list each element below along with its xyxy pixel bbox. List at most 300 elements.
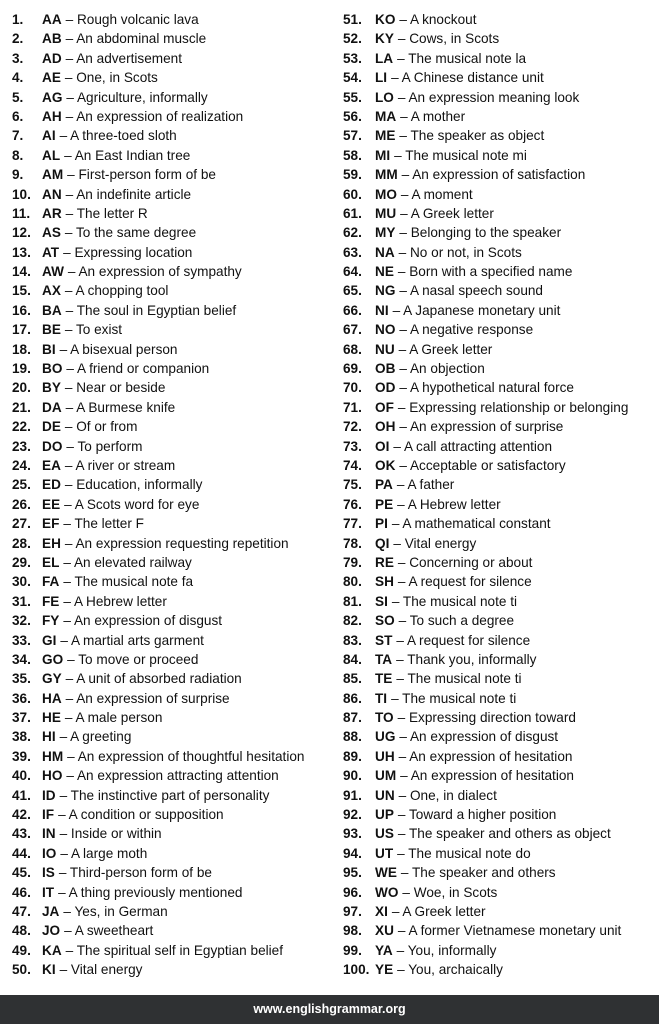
item-number: 14.: [12, 264, 31, 280]
item-number: 53.: [343, 50, 362, 66]
item-word: ST: [375, 632, 393, 648]
item-word: GI: [42, 632, 57, 648]
item-definition: – A condition or supposition: [58, 807, 224, 823]
item-number: 16.: [12, 302, 31, 318]
item-definition: – The speaker and others as object: [397, 826, 611, 842]
item-word: MM: [375, 167, 398, 183]
item-number: 9.: [12, 167, 24, 183]
list-item: [12, 88, 330, 107]
item-definition: – A call attracting attention: [393, 438, 553, 454]
item-definition: – The musical note ti: [396, 671, 522, 687]
item-definition: – You, archaically: [397, 962, 503, 978]
item-word: TI: [375, 690, 388, 706]
item-number: 39.: [12, 748, 31, 764]
item-word: QI: [375, 535, 390, 551]
item-definition: – Belonging to the speaker: [399, 225, 562, 241]
list-item: [343, 495, 655, 514]
item-definition: – The spiritual self in Egyptian belief: [65, 942, 284, 958]
item-word: IT: [42, 884, 55, 900]
item-definition: – To perform: [66, 438, 143, 454]
list-item: [12, 185, 330, 204]
item-definition: – To the same degree: [64, 225, 197, 241]
item-word: XI: [375, 903, 388, 919]
item-definition: – A bisexual person: [59, 341, 178, 357]
item-number: 97.: [343, 903, 362, 919]
item-word: WE: [375, 865, 397, 881]
item-number: 15.: [12, 283, 31, 299]
item-word: UT: [375, 845, 394, 861]
item-definition: – One, in dialect: [398, 787, 497, 803]
item-word: OH: [375, 419, 396, 435]
item-definition: – Education, informally: [64, 477, 203, 493]
item-definition: – An expression meaning look: [397, 89, 580, 105]
item-number: 78.: [343, 535, 362, 551]
item-definition: – A Hebrew letter: [397, 496, 501, 512]
item-word: NI: [375, 302, 389, 318]
item-number: 2.: [12, 31, 24, 47]
list-item: [343, 863, 655, 882]
item-definition: – Expressing direction toward: [397, 710, 576, 726]
item-number: 21.: [12, 399, 31, 415]
item-definition: – The speaker and others: [400, 865, 556, 881]
item-word: AM: [42, 167, 64, 183]
list-item: [12, 572, 330, 591]
item-word: EF: [42, 516, 60, 532]
list-item: [12, 553, 330, 572]
item-number: 5.: [12, 89, 24, 105]
item-word: AX: [42, 283, 61, 299]
item-word: LA: [375, 50, 394, 66]
list-item: [343, 650, 655, 669]
item-word: WO: [375, 884, 399, 900]
list-item: [343, 786, 655, 805]
item-word: PI: [375, 516, 388, 532]
list-item: [343, 514, 655, 533]
item-number: 73.: [343, 438, 362, 454]
item-word: IS: [42, 865, 55, 881]
item-word: XU: [375, 923, 394, 939]
item-word: AD: [42, 50, 62, 66]
item-definition: – A mathematical constant: [391, 516, 551, 532]
item-word: DA: [42, 399, 62, 415]
item-number: 62.: [343, 225, 362, 241]
item-definition: – To exist: [64, 322, 123, 338]
item-definition: – A martial arts garment: [60, 632, 204, 648]
item-word: HO: [42, 768, 63, 784]
item-word: EH: [42, 535, 61, 551]
list-item: [12, 146, 330, 165]
item-number: 100.: [343, 962, 370, 978]
item-word: NA: [375, 244, 395, 260]
item-number: 70.: [343, 380, 362, 396]
item-definition: – The soul in Egyptian belief: [65, 302, 237, 318]
item-number: 48.: [12, 923, 31, 939]
item-number: 24.: [12, 457, 31, 473]
item-definition: – An expression of hesitation: [400, 768, 574, 784]
item-definition: – An objection: [399, 361, 485, 377]
list-item: [12, 708, 330, 727]
item-definition: – Agriculture, informally: [66, 89, 208, 105]
item-definition: – Thank you, informally: [396, 651, 537, 667]
item-number: 55.: [343, 89, 362, 105]
item-number: 32.: [12, 613, 31, 629]
item-word: MU: [375, 205, 397, 221]
item-definition: – Born with a specified name: [397, 264, 573, 280]
item-number: 35.: [12, 671, 31, 687]
list-item: [12, 844, 330, 863]
item-word: TE: [375, 671, 393, 687]
list-item: [12, 320, 330, 339]
item-number: 4.: [12, 70, 24, 86]
item-definition: – A request for silence: [397, 574, 532, 590]
item-number: 68.: [343, 341, 362, 357]
list-item: [12, 689, 330, 708]
item-definition: – A Greek letter: [400, 205, 494, 221]
item-word: KI: [42, 962, 56, 978]
item-word: MI: [375, 147, 391, 163]
list-item: [343, 281, 655, 300]
item-word: PE: [375, 496, 394, 512]
item-word: ED: [42, 477, 61, 493]
item-definition: – A Burmese knife: [65, 399, 176, 415]
item-word: LO: [375, 89, 394, 105]
item-number: 50.: [12, 962, 31, 978]
list-item: [343, 185, 655, 204]
item-number: 54.: [343, 70, 362, 86]
item-word: AI: [42, 128, 56, 144]
list-item: [343, 10, 655, 29]
list-item: [343, 805, 655, 824]
item-definition: – An expression of disgust: [399, 729, 559, 745]
list-item: [12, 49, 330, 68]
list-item: [343, 844, 655, 863]
item-number: 88.: [343, 729, 362, 745]
item-number: 71.: [343, 399, 362, 415]
item-word: BI: [42, 341, 56, 357]
item-definition: – Vital energy: [59, 962, 143, 978]
list-item: [343, 883, 655, 902]
list-item: [12, 456, 330, 475]
list-item: [12, 495, 330, 514]
item-number: 65.: [343, 283, 362, 299]
item-word: HI: [42, 729, 56, 745]
website-link[interactable]: www.englishgrammar.org: [253, 1002, 406, 1016]
item-word: HA: [42, 690, 62, 706]
item-definition: – To move or proceed: [67, 651, 199, 667]
item-word: RE: [375, 554, 394, 570]
item-definition: – An expression requesting repetition: [64, 535, 289, 551]
item-number: 8.: [12, 147, 24, 163]
item-number: 58.: [343, 147, 362, 163]
list-item: [12, 165, 330, 184]
list-item: [343, 534, 655, 553]
item-word: ME: [375, 128, 396, 144]
item-definition: – No or not, in Scots: [398, 244, 522, 260]
item-number: 44.: [12, 845, 31, 861]
item-definition: – A nasal speech sound: [399, 283, 543, 299]
item-number: 29.: [12, 554, 31, 570]
list-item: [343, 669, 655, 688]
list-item: [343, 689, 655, 708]
item-number: 46.: [12, 884, 31, 900]
item-word: MY: [375, 225, 396, 241]
item-definition: – A friend or companion: [66, 361, 210, 377]
item-number: 12.: [12, 225, 31, 241]
item-definition: – A sweetheart: [64, 923, 154, 939]
item-definition: – A Japanese monetary unit: [392, 302, 561, 318]
item-definition: – A former Vietnamese monetary unit: [397, 923, 622, 939]
list-item: [343, 475, 655, 494]
item-word: AG: [42, 89, 63, 105]
item-number: 92.: [343, 807, 362, 823]
item-number: 31.: [12, 593, 31, 609]
list-item: [12, 398, 330, 417]
item-definition: – One, in Scots: [64, 70, 158, 86]
item-word: EL: [42, 554, 60, 570]
list-item: [343, 398, 655, 417]
item-number: 30.: [12, 574, 31, 590]
item-number: 19.: [12, 361, 31, 377]
item-number: 61.: [343, 205, 362, 221]
item-definition: – An East Indian tree: [64, 147, 191, 163]
item-word: EE: [42, 496, 61, 512]
list-item: [12, 883, 330, 902]
item-word: NU: [375, 341, 395, 357]
list-item: [12, 126, 330, 145]
item-number: 17.: [12, 322, 31, 338]
item-number: 84.: [343, 651, 362, 667]
item-number: 83.: [343, 632, 362, 648]
item-number: 13.: [12, 244, 31, 260]
list-item: [12, 10, 330, 29]
item-word: AS: [42, 225, 61, 241]
list-item: [343, 165, 655, 184]
item-number: 69.: [343, 361, 362, 377]
list-item: [12, 611, 330, 630]
item-word: KA: [42, 942, 62, 958]
item-word: UH: [375, 748, 395, 764]
list-item: [12, 824, 330, 843]
item-number: 98.: [343, 923, 362, 939]
item-definition: – An advertisement: [65, 50, 183, 66]
list-item: [343, 378, 655, 397]
item-number: 51.: [343, 12, 362, 27]
item-number: 42.: [12, 807, 31, 823]
list-item: [343, 417, 655, 436]
item-word: ID: [42, 787, 56, 803]
item-number: 79.: [343, 554, 362, 570]
list-item: [12, 786, 330, 805]
item-definition: – Expressing relationship or belonging: [397, 399, 629, 415]
list-item: [12, 727, 330, 746]
item-word: IO: [42, 845, 57, 861]
item-definition: – A father: [396, 477, 455, 493]
list-item: [12, 243, 330, 262]
item-definition: – A Greek letter: [391, 903, 486, 919]
item-definition: – A knockout: [399, 12, 477, 27]
item-definition: – An expression of thoughtful hesitation: [67, 748, 305, 764]
item-number: 18.: [12, 341, 31, 357]
list-item: [343, 146, 655, 165]
item-definition: – Expressing location: [63, 244, 193, 260]
item-definition: – The letter R: [65, 205, 148, 221]
item-word: GY: [42, 671, 62, 687]
right-column: [343, 10, 655, 980]
list-item: [12, 669, 330, 688]
item-word: BE: [42, 322, 61, 338]
item-definition: – A Chinese distance unit: [391, 70, 544, 86]
list-item: [12, 631, 330, 650]
item-definition: – Of or from: [64, 419, 138, 435]
list-item: [343, 727, 655, 746]
item-definition: – A Greek letter: [398, 341, 493, 357]
item-number: 38.: [12, 729, 31, 745]
item-number: 25.: [12, 477, 31, 493]
item-number: 20.: [12, 380, 31, 396]
item-number: 1.: [12, 12, 24, 27]
item-number: 40.: [12, 768, 31, 784]
item-word: OF: [375, 399, 394, 415]
list-item: [343, 572, 655, 591]
item-definition: – The musical note mi: [394, 147, 527, 163]
item-word: TO: [375, 710, 394, 726]
item-word: BY: [42, 380, 61, 396]
item-definition: – A request for silence: [396, 632, 531, 648]
item-word: UM: [375, 768, 397, 784]
item-definition: – A moment: [400, 186, 473, 202]
item-number: 49.: [12, 942, 31, 958]
list-item: [12, 475, 330, 494]
list-item: [343, 592, 655, 611]
list-item: [343, 68, 655, 87]
list-item: [343, 243, 655, 262]
item-number: 41.: [12, 787, 31, 803]
item-word: AH: [42, 108, 62, 124]
item-definition: – The musical note do: [397, 845, 531, 861]
item-word: NO: [375, 322, 396, 338]
list-item: [343, 941, 655, 960]
list-item: [343, 553, 655, 572]
item-number: 91.: [343, 787, 362, 803]
item-word: SH: [375, 574, 394, 590]
list-item: [343, 902, 655, 921]
list-item: [12, 359, 330, 378]
left-column: [12, 10, 330, 980]
item-word: AL: [42, 147, 61, 163]
item-definition: – Inside or within: [59, 826, 162, 842]
list-item: [12, 650, 330, 669]
list-item: [343, 320, 655, 339]
item-definition: – To such a degree: [398, 613, 515, 629]
list-item: [12, 301, 330, 320]
item-number: 6.: [12, 108, 24, 124]
item-word: IF: [42, 807, 55, 823]
item-number: 94.: [343, 845, 362, 861]
list-item: [12, 29, 330, 48]
item-definition: – An expression of satisfaction: [401, 167, 586, 183]
list-item: [12, 960, 330, 979]
item-word: KY: [375, 31, 394, 47]
item-number: 76.: [343, 496, 362, 512]
item-definition: – A hypothetical natural force: [399, 380, 574, 396]
list-item: [343, 611, 655, 630]
item-word: AN: [42, 186, 62, 202]
item-definition: – The musical note fa: [63, 574, 194, 590]
item-definition: – The letter F: [63, 516, 144, 532]
item-word: EA: [42, 457, 61, 473]
item-definition: – Near or beside: [64, 380, 166, 396]
item-number: 99.: [343, 942, 362, 958]
item-definition: – An expression of realization: [65, 108, 244, 124]
item-word: DE: [42, 419, 61, 435]
item-definition: – Vital energy: [393, 535, 477, 551]
list-item: [343, 437, 655, 456]
list-item: [343, 88, 655, 107]
item-word: DO: [42, 438, 63, 454]
item-definition: – Woe, in Scots: [402, 884, 498, 900]
item-number: 80.: [343, 574, 362, 590]
list-item: [12, 534, 330, 553]
item-definition: – A thing previously mentioned: [58, 884, 243, 900]
item-definition: – A three-toed sloth: [59, 128, 177, 144]
item-definition: – The musical note ti: [391, 690, 517, 706]
item-word: MA: [375, 108, 397, 124]
item-definition: – An expression of hesitation: [398, 748, 573, 764]
list-item: [343, 824, 655, 843]
item-word: JA: [42, 903, 60, 919]
list-item: [343, 708, 655, 727]
item-word: PA: [375, 477, 393, 493]
item-number: 57.: [343, 128, 362, 144]
list-item: [12, 262, 330, 281]
item-definition: – The musical note ti: [391, 593, 518, 609]
item-number: 59.: [343, 167, 362, 183]
list-item: [343, 960, 655, 979]
item-number: 82.: [343, 613, 362, 629]
item-number: 67.: [343, 322, 362, 338]
item-number: 85.: [343, 671, 362, 687]
item-word: LI: [375, 70, 388, 86]
list-item: [12, 107, 330, 126]
list-item: [12, 592, 330, 611]
item-number: 95.: [343, 865, 362, 881]
item-definition: – A mother: [400, 108, 466, 124]
item-definition: – A Hebrew letter: [63, 593, 167, 609]
item-definition: – An abdominal muscle: [65, 31, 207, 47]
item-definition: – An indefinite article: [65, 186, 192, 202]
item-word: SI: [375, 593, 388, 609]
item-word: KO: [375, 12, 396, 27]
item-number: 93.: [343, 826, 362, 842]
list-item: [12, 805, 330, 824]
item-word: FA: [42, 574, 60, 590]
list-item: [12, 340, 330, 359]
item-definition: – An expression of surprise: [399, 419, 564, 435]
item-word: YE: [375, 962, 394, 978]
item-number: 77.: [343, 516, 362, 532]
item-number: 63.: [343, 244, 362, 260]
item-definition: – Toward a higher position: [397, 807, 557, 823]
item-number: 10.: [12, 186, 31, 202]
item-number: 74.: [343, 457, 362, 473]
item-definition: – A greeting: [59, 729, 132, 745]
list-item: [343, 107, 655, 126]
item-definition: – The instinctive part of personality: [59, 787, 270, 803]
item-word: TA: [375, 651, 393, 667]
item-word: GO: [42, 651, 64, 667]
word-list: [0, 10, 659, 986]
list-item: [12, 204, 330, 223]
